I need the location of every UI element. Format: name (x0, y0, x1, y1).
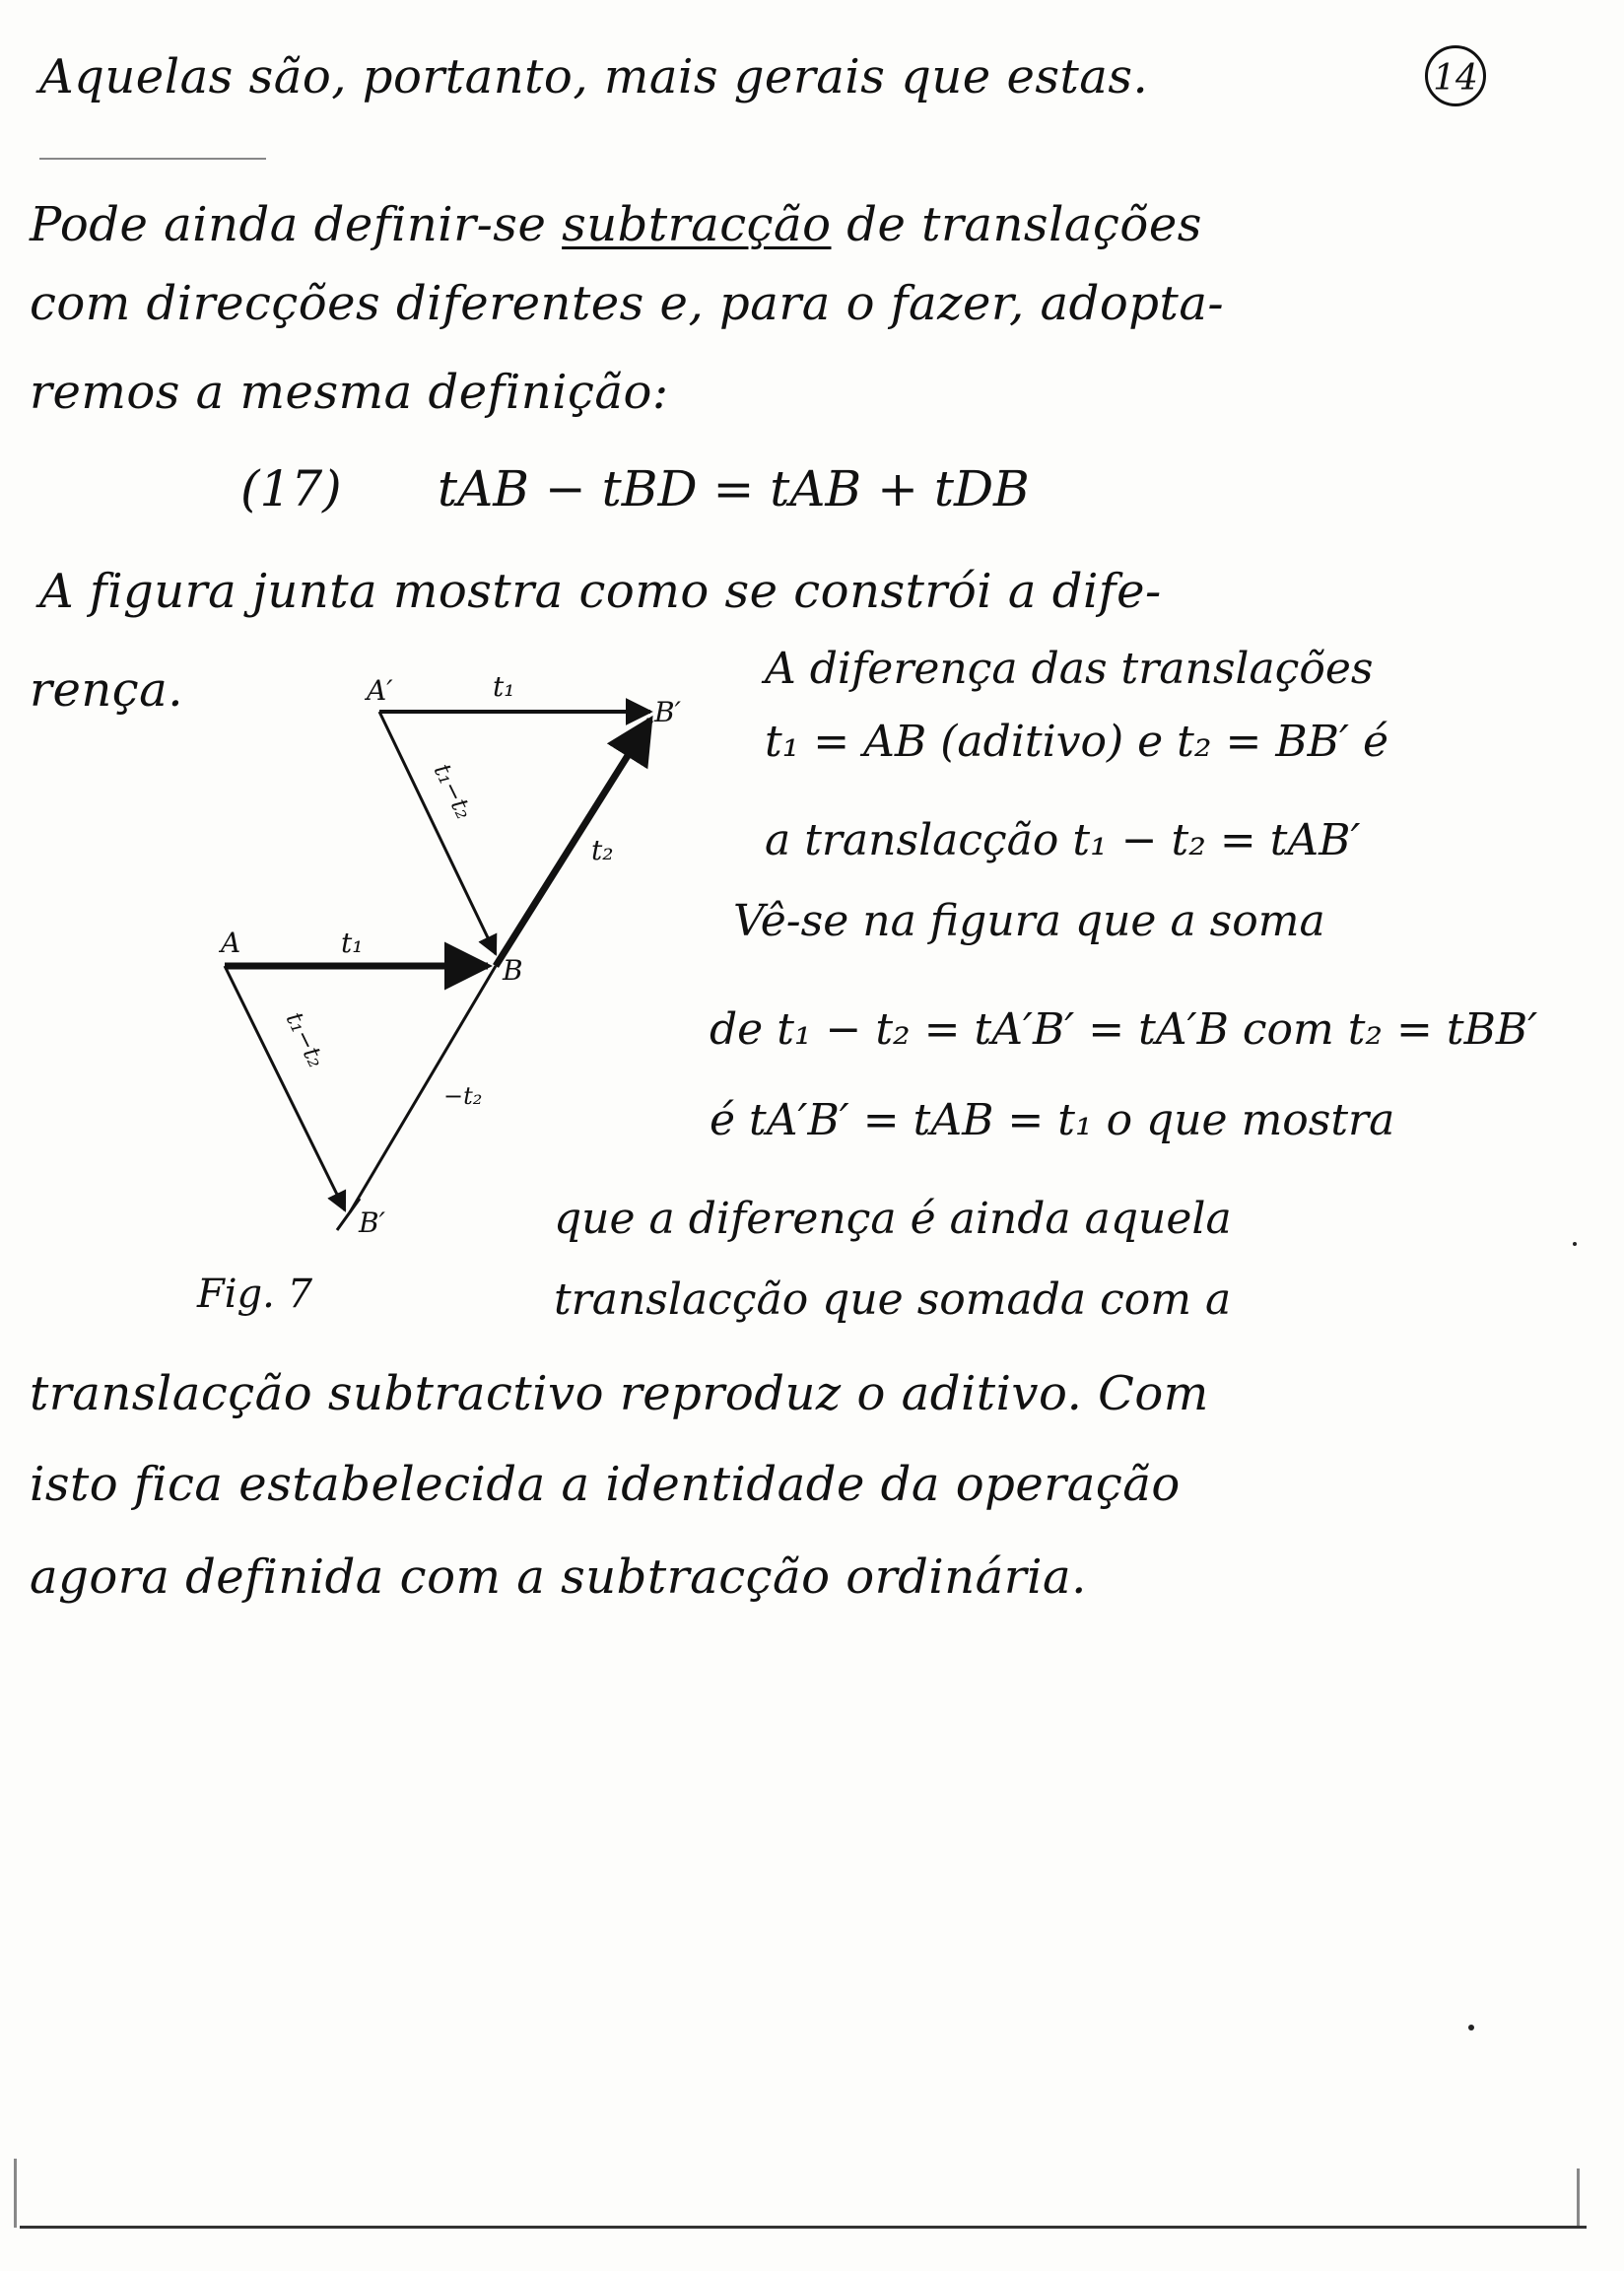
right-line-4: Vê-se na figura que a soma (733, 896, 1325, 946)
subtraction-term: subtracção (562, 197, 832, 252)
label-A: A (221, 927, 241, 959)
label-t1-middle: t₁ (341, 927, 364, 959)
figure-caption: Fig. 7 (197, 1272, 313, 1317)
right-line-5: de t₁ − t₂ = tA′B′ = tA′B com t₂ = tBB′ (710, 1004, 1538, 1055)
right-line-8: translacção que somada com a (554, 1274, 1232, 1325)
scan-edge-bottom (20, 2226, 1587, 2229)
label-B-prime-top: B′ (654, 696, 681, 728)
text-line-2 (30, 197, 1202, 252)
text-line-4: remos a mesma definição: (30, 365, 669, 420)
label-t1-top: t₁ (493, 670, 515, 703)
text-line-1: Aquelas são, portanto, mais gerais que estas. (39, 49, 1149, 104)
ink-speck (1573, 1242, 1577, 1246)
right-line-2: t₁ = AB (aditivo) e t₂ = BB′ é (765, 717, 1389, 767)
right-line-1: A diferença das translações (765, 644, 1374, 694)
equation-17 (240, 459, 1030, 518)
ink-speck (1468, 2025, 1474, 2030)
divider (39, 158, 266, 160)
label-B-prime-bottom: B′ (359, 1206, 385, 1239)
figure-7 (148, 641, 700, 1275)
scan-edge-right (1577, 2168, 1580, 2226)
label-t2: t₂ (591, 834, 614, 866)
text-line-3: com direcções diferentes e, para o fazer, adopta- (30, 276, 1225, 331)
vector-t2 (496, 720, 650, 966)
label-B: B (503, 954, 523, 987)
text-line-2-end: de translações (831, 197, 1202, 252)
text-line-final-2: isto fica estabelecida a identidade da operação (30, 1457, 1181, 1512)
label-A-prime: A′ (367, 674, 393, 707)
vector-lower-difference (225, 966, 345, 1210)
text-line-5: A figura junta mostra como se constrói a dife- (39, 564, 1162, 619)
text-line-2-start: Pode ainda definir-se (30, 197, 563, 252)
scan-edge-left (14, 2159, 17, 2228)
text-line-final-1: translacção subtractivo reproduz o aditivo. Com (30, 1366, 1209, 1421)
text-line-6: rença. (30, 662, 184, 718)
label-upper-difference: t₁−t₂ (428, 759, 479, 824)
page-number: 14 (1425, 45, 1486, 106)
equation-expression: tAB − tBD = tAB + tDB (438, 460, 1030, 517)
vector-upper-difference (379, 712, 496, 954)
equation-number: (17) (240, 460, 342, 517)
label-minus-t2: −t₂ (443, 1082, 483, 1110)
right-line-3: a translacção t₁ − t₂ = tAB′ (765, 815, 1361, 865)
right-line-7: que a diferença é ainda aquela (554, 1194, 1232, 1244)
text-line-final-3: agora definida com a subtracção ordinária. (30, 1549, 1087, 1605)
label-lower-difference: t₁−t₂ (280, 1007, 331, 1072)
vector-diagram (148, 641, 700, 1272)
right-line-6: é tA′B′ = tAB = t₁ o que mostra (710, 1095, 1395, 1145)
